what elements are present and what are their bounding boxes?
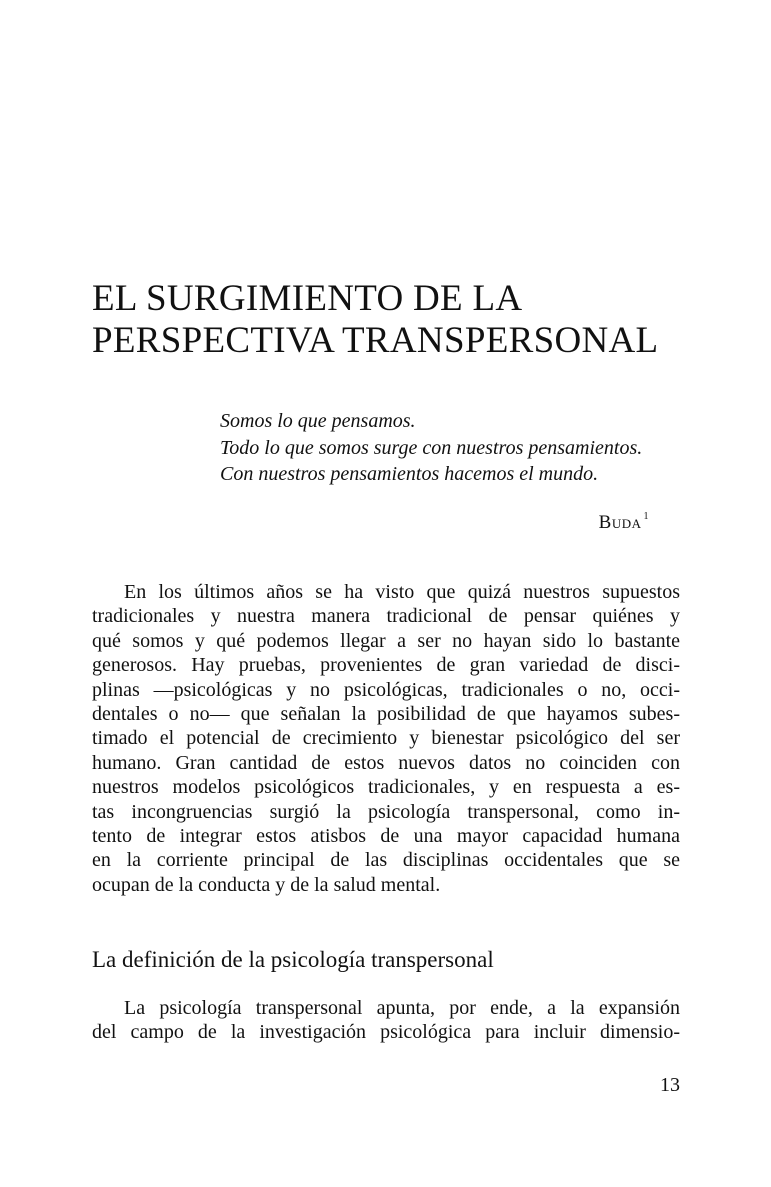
chapter-title [92,278,658,362]
paragraph-line: tas incongruencias surgió la psicología transpersonal, como in- [92,800,680,823]
page-number: 13 [660,1074,680,1096]
paragraph-line: nuestros modelos psicológicos tradicionales, y en respuesta a es- [92,776,680,799]
paragraph-line: del campo de la investigación psicológica para incluir dimensio- [92,1021,680,1044]
section-heading: La definición de la psicología transpersonal [92,947,494,972]
paragraph-line: En los últimos años se ha visto que quizá nuestros supuestos [124,581,680,603]
epigraph-line: Todo lo que somos surge con nuestros pensamientos. [220,436,643,459]
paragraph-line: plinas —psicológicas y no psicológicas, tradicionales o no, occi- [92,678,680,701]
footnote-reference: 1 [643,511,649,522]
paragraph-line: generosos. Hay pruebas, provenientes de gran variedad de disci- [92,654,680,677]
epigraph-attribution [599,511,649,534]
paragraph-line: humano. Gran cantidad de estos nuevos datos no coinciden con [92,751,680,774]
epigraph [220,408,690,488]
chapter-title-line: PERSPECTIVA TRANSPERSONAL [92,320,659,361]
epigraph-author: Buda [598,512,642,533]
paragraph-line: timado el potencial de crecimiento y bienestar psicológico del ser [92,727,680,750]
paragraph-line: en la corriente principal de las disciplinas occidentales que se [92,849,680,872]
epigraph-line: Somos lo que pensamos. [220,410,416,432]
paragraph-line: tento de integrar estos atisbos de una mayor capacidad humana [92,825,680,848]
epigraph-line: Con nuestros pensamientos hacemos el mundo. [220,463,599,485]
body-paragraph-1 [92,580,680,897]
chapter-title-line: EL SURGIMIENTO DE LA [92,278,523,319]
paragraph-line: ocupan de la conducta y de la salud mental. [92,873,441,896]
paragraph-line: dentales o no— que señalan la posibilidad de que hayamos subes- [92,703,680,726]
body-paragraph-2 [92,996,680,1045]
paragraph-line: La psicología transpersonal apunta, por ende, a la expansión [124,997,680,1019]
paragraph-line: tradicionales y nuestra manera tradicional de pensar quiénes y [92,605,680,628]
paragraph-line: qué somos y qué podemos llegar a ser no hayan sido lo bastante [92,629,680,652]
